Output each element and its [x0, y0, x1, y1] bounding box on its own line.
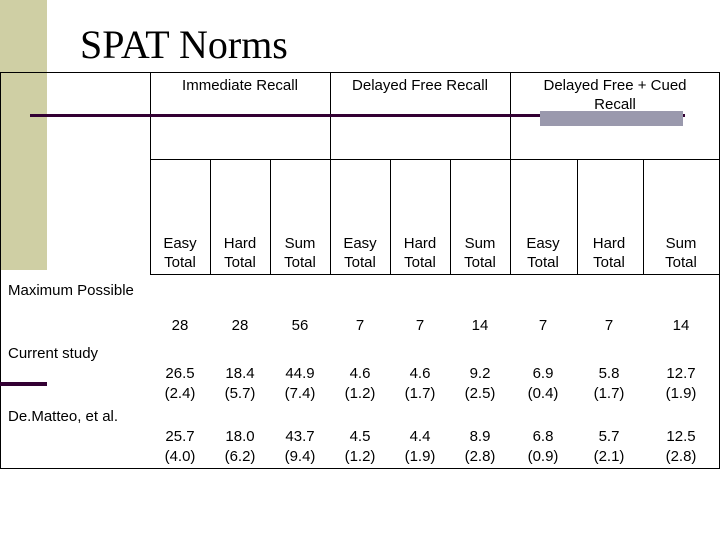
table-cell: 44.9 (7.4) [284, 365, 316, 402]
group-header-immediate-recall: Immediate Recall [182, 77, 298, 94]
column-divider [510, 160, 511, 275]
table-cell: 5.7 (2.1) [593, 428, 625, 465]
column-header: Hard Total [592, 235, 626, 271]
table-cell: 7 [355, 317, 365, 334]
group-header-delayed-free-cued-recall: Delayed Free + Cued Recall [543, 77, 687, 113]
table-cell: 14 [672, 317, 690, 334]
table-cell: 8.9 (2.8) [464, 428, 496, 465]
row-marker [0, 382, 47, 386]
table-cell: 7 [538, 317, 548, 334]
table-cell: 7 [604, 317, 614, 334]
table-cell: 12.5 (2.8) [665, 428, 697, 465]
table-cell: 18.0 (6.2) [224, 428, 256, 465]
table-cell: 4.5 (1.2) [344, 428, 376, 465]
table-cell: 56 [291, 317, 309, 334]
row-label-maximum-possible: Maximum Possible [8, 282, 134, 299]
page-title: SPAT Norms [80, 22, 288, 67]
row-label-dematteo: De.Matteo, et al. [8, 408, 119, 425]
column-header: Sum Total [665, 235, 697, 271]
table-cell: 14 [471, 317, 489, 334]
table-cell: 28 [231, 317, 249, 334]
subheader-top-rule [150, 159, 720, 160]
table-cell: 18.4 (5.7) [224, 365, 256, 402]
subheader-bottom-rule [150, 274, 720, 275]
table-cell: 6.9 (0.4) [527, 365, 559, 402]
table-cell: 7 [415, 317, 425, 334]
table-cell: 25.7 (4.0) [164, 428, 196, 465]
column-header: Easy Total [343, 235, 377, 271]
table-cell: 43.7 (9.4) [284, 428, 316, 465]
table-cell: 4.6 (1.7) [404, 365, 436, 402]
column-header: Hard Total [223, 235, 257, 271]
table-cell: 4.6 (1.2) [344, 365, 376, 402]
table-cell: 9.2 (2.5) [464, 365, 496, 402]
column-header: Sum Total [464, 235, 496, 271]
group-header-delayed-free-recall: Delayed Free Recall [352, 77, 488, 94]
table-cell: 4.4 (1.9) [404, 428, 436, 465]
table-cell: 28 [171, 317, 189, 334]
column-header: Hard Total [403, 235, 437, 271]
column-header: Easy Total [163, 235, 197, 271]
column-header: Sum Total [284, 235, 316, 271]
table-cell: 12.7 (1.9) [665, 365, 697, 402]
row-label-current-study: Current study [8, 345, 99, 362]
column-divider [577, 160, 578, 275]
column-divider [643, 160, 644, 275]
column-header: Easy Total [526, 235, 560, 271]
table-cell: 26.5 (2.4) [164, 365, 196, 402]
table-cell: 5.8 (1.7) [593, 365, 625, 402]
table-cell: 6.8 (0.9) [527, 428, 559, 465]
